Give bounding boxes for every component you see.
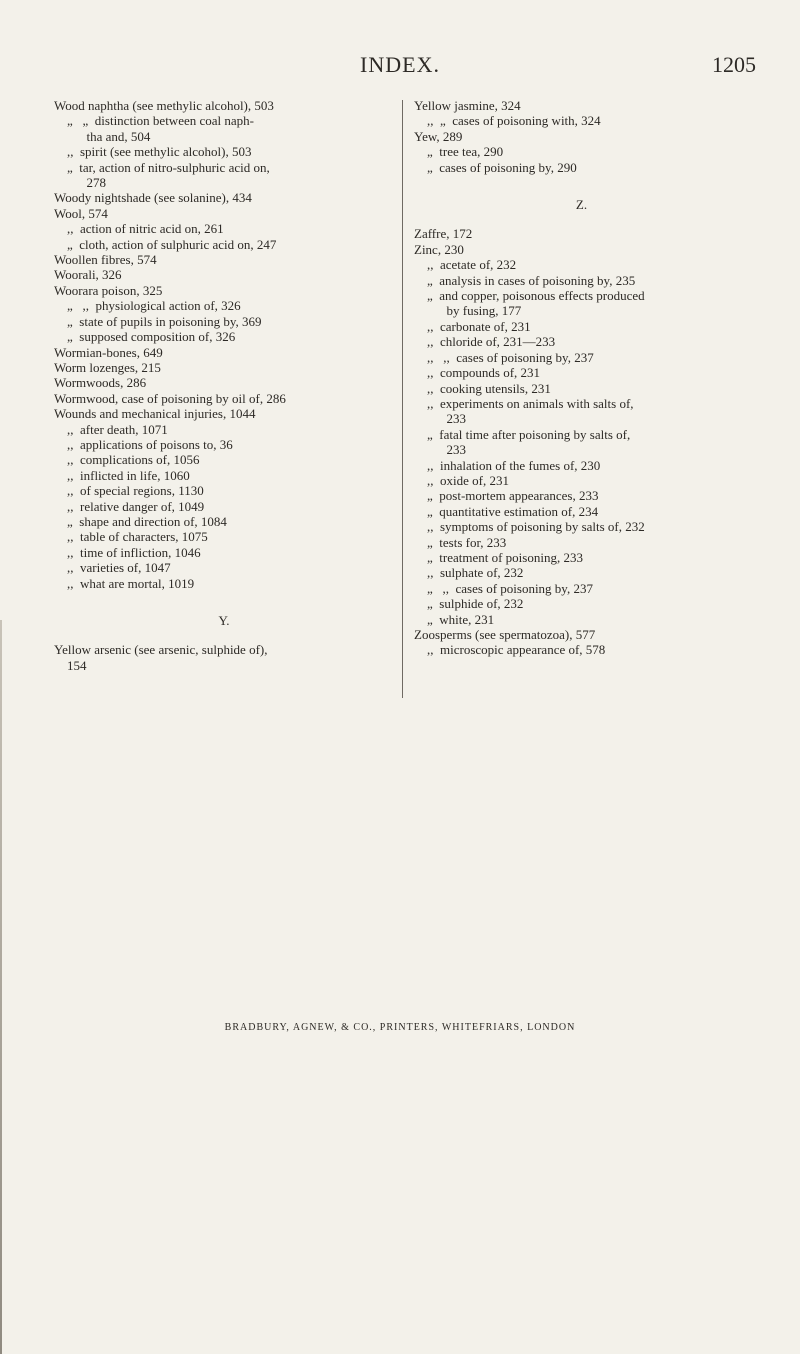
index-entry: tha and, 504 <box>54 128 151 144</box>
index-entry: ,, time of infliction, 1046 <box>54 544 201 560</box>
index-entry: ,, microscopic appearance of, 578 <box>414 642 606 658</box>
index-entry: Zinc, 230 <box>414 241 464 257</box>
index-entry: Woorali, 326 <box>54 267 122 283</box>
index-entry: Wormwoods, 286 <box>54 375 147 391</box>
index-entry: „ „ distinction between coal naph- <box>54 113 254 129</box>
index-entry: „ analysis in cases of poisoning by, 235 <box>414 272 636 288</box>
index-entry: ,, „ cases of poisoning with, 324 <box>414 113 601 129</box>
index-entry: „ tests for, 233 <box>414 534 507 550</box>
index-entry: Wormwood, case of poisoning by oil of, 286 <box>54 390 286 406</box>
page-title: INDEX. <box>360 52 440 77</box>
section-letter-y: Y. <box>218 613 230 628</box>
index-entry: Yellow jasmine, 324 <box>414 98 521 113</box>
index-entry: ,, carbonate of, 231 <box>414 318 531 334</box>
index-entry: Worm lozenges, 215 <box>54 359 161 375</box>
index-entry: „ post-mortem appearances, 233 <box>414 488 599 504</box>
index-entry: ,, complications of, 1056 <box>54 452 200 468</box>
index-entry: „ ,, cases of poisoning by, 237 <box>414 580 593 596</box>
index-entry: „ sulphide of, 232 <box>414 596 524 612</box>
index-entries-y-continued <box>414 98 749 175</box>
index-entry: Yellow arsenic (see arsenic, sulphide of), <box>54 642 268 658</box>
index-entry: ,, sulphate of, 232 <box>414 565 524 581</box>
index-entry: „ cloth, action of sulphuric acid on, 247 <box>54 236 277 252</box>
index-entry: 278 <box>54 175 106 191</box>
index-entry: „ fatal time after poisoning by salts of, <box>414 426 631 442</box>
index-entry: ,, symptoms of poisoning by salts of, 232 <box>414 519 645 535</box>
index-entry: Wounds and mechanical injuries, 1044 <box>54 406 256 422</box>
index-entry: ,, after death, 1071 <box>54 421 168 437</box>
index-entry: „ tar, action of nitro-sulphuric acid on, <box>54 159 270 175</box>
index-entry: „ cases of poisoning by, 290 <box>414 159 577 175</box>
index-entry: ,, table of characters, 1075 <box>54 529 208 545</box>
index-entry: ,, inflicted in life, 1060 <box>54 467 190 483</box>
index-entry: Wool, 574 <box>54 205 108 221</box>
index-entry: ,, experiments on animals with salts of, <box>414 395 634 411</box>
index-entries-z <box>414 226 749 657</box>
index-entry: Zoosperms (see spermatozoa), 577 <box>414 627 596 642</box>
index-entry: „ state of pupils in poisoning by, 369 <box>54 313 262 329</box>
printer-imprint: BRADBURY, AGNEW, & CO., PRINTERS, WHITEFRIARS, LONDON <box>224 1022 576 1033</box>
index-entry: „ supposed composition of, 326 <box>54 329 236 345</box>
index-entry: ,, what are mortal, 1019 <box>54 575 195 591</box>
index-entry: ,, ,, cases of poisoning by, 237 <box>414 349 594 365</box>
index-entry: ,, inhalation of the fumes of, 230 <box>414 457 601 473</box>
index-entry: ,, action of nitric acid on, 261 <box>54 221 224 237</box>
section-letter-z: Z. <box>575 197 588 213</box>
index-entry: ,, varieties of, 1047 <box>54 560 171 576</box>
index-entry: „ white, 231 <box>414 611 495 627</box>
index-entries-y <box>54 642 394 673</box>
index-entry: 154 <box>54 657 87 673</box>
page-header <box>0 52 800 82</box>
index-entry: „ tree tea, 290 <box>414 144 504 160</box>
index-entry: „ quantitative estimation of, 234 <box>414 503 599 519</box>
index-entry: Zaffre, 172 <box>414 226 473 242</box>
index-entry: ,, applications of poisons to, 36 <box>54 436 233 452</box>
index-entry: Woollen fibres, 574 <box>54 252 157 268</box>
column-divider <box>402 100 403 698</box>
index-entries-w <box>54 98 394 591</box>
index-entry: Wood naphtha (see methylic alcohol), 503 <box>54 98 274 113</box>
index-entry: ,, compounds of, 231 <box>414 365 541 381</box>
index-entry: ,, oxide of, 231 <box>414 472 509 488</box>
index-entry: ,, spirit (see methylic alcohol), 503 <box>54 144 252 160</box>
index-entry: Woorara poison, 325 <box>54 282 163 298</box>
index-entry: Woody nightshade (see solanine), 434 <box>54 190 252 206</box>
index-column-right <box>414 98 749 658</box>
index-entry: ,, relative danger of, 1049 <box>54 498 205 514</box>
index-entry: „ treatment of poisoning, 233 <box>414 549 583 565</box>
index-entry: 233 <box>414 411 466 427</box>
index-entry: 233 <box>414 442 466 458</box>
index-entry: Wormian-bones, 649 <box>54 344 163 360</box>
index-entry: ,, chloride of, 231—233 <box>414 334 556 350</box>
index-entry: ,, cooking utensils, 231 <box>414 380 551 396</box>
index-entry: by fusing, 177 <box>414 303 522 319</box>
index-entry: ,, acetate of, 232 <box>414 257 517 273</box>
index-entry: Yew, 289 <box>414 128 463 144</box>
index-entry: „ shape and direction of, 1084 <box>54 513 227 529</box>
index-column-left <box>54 98 394 673</box>
page-number: 1205 <box>712 52 756 77</box>
index-entry: ,, of special regions, 1130 <box>54 483 204 499</box>
page-binding-edge <box>0 620 2 1354</box>
index-entry: „ and copper, poisonous effects produced <box>414 288 645 304</box>
index-entry: „ ,, physiological action of, 326 <box>54 298 241 314</box>
